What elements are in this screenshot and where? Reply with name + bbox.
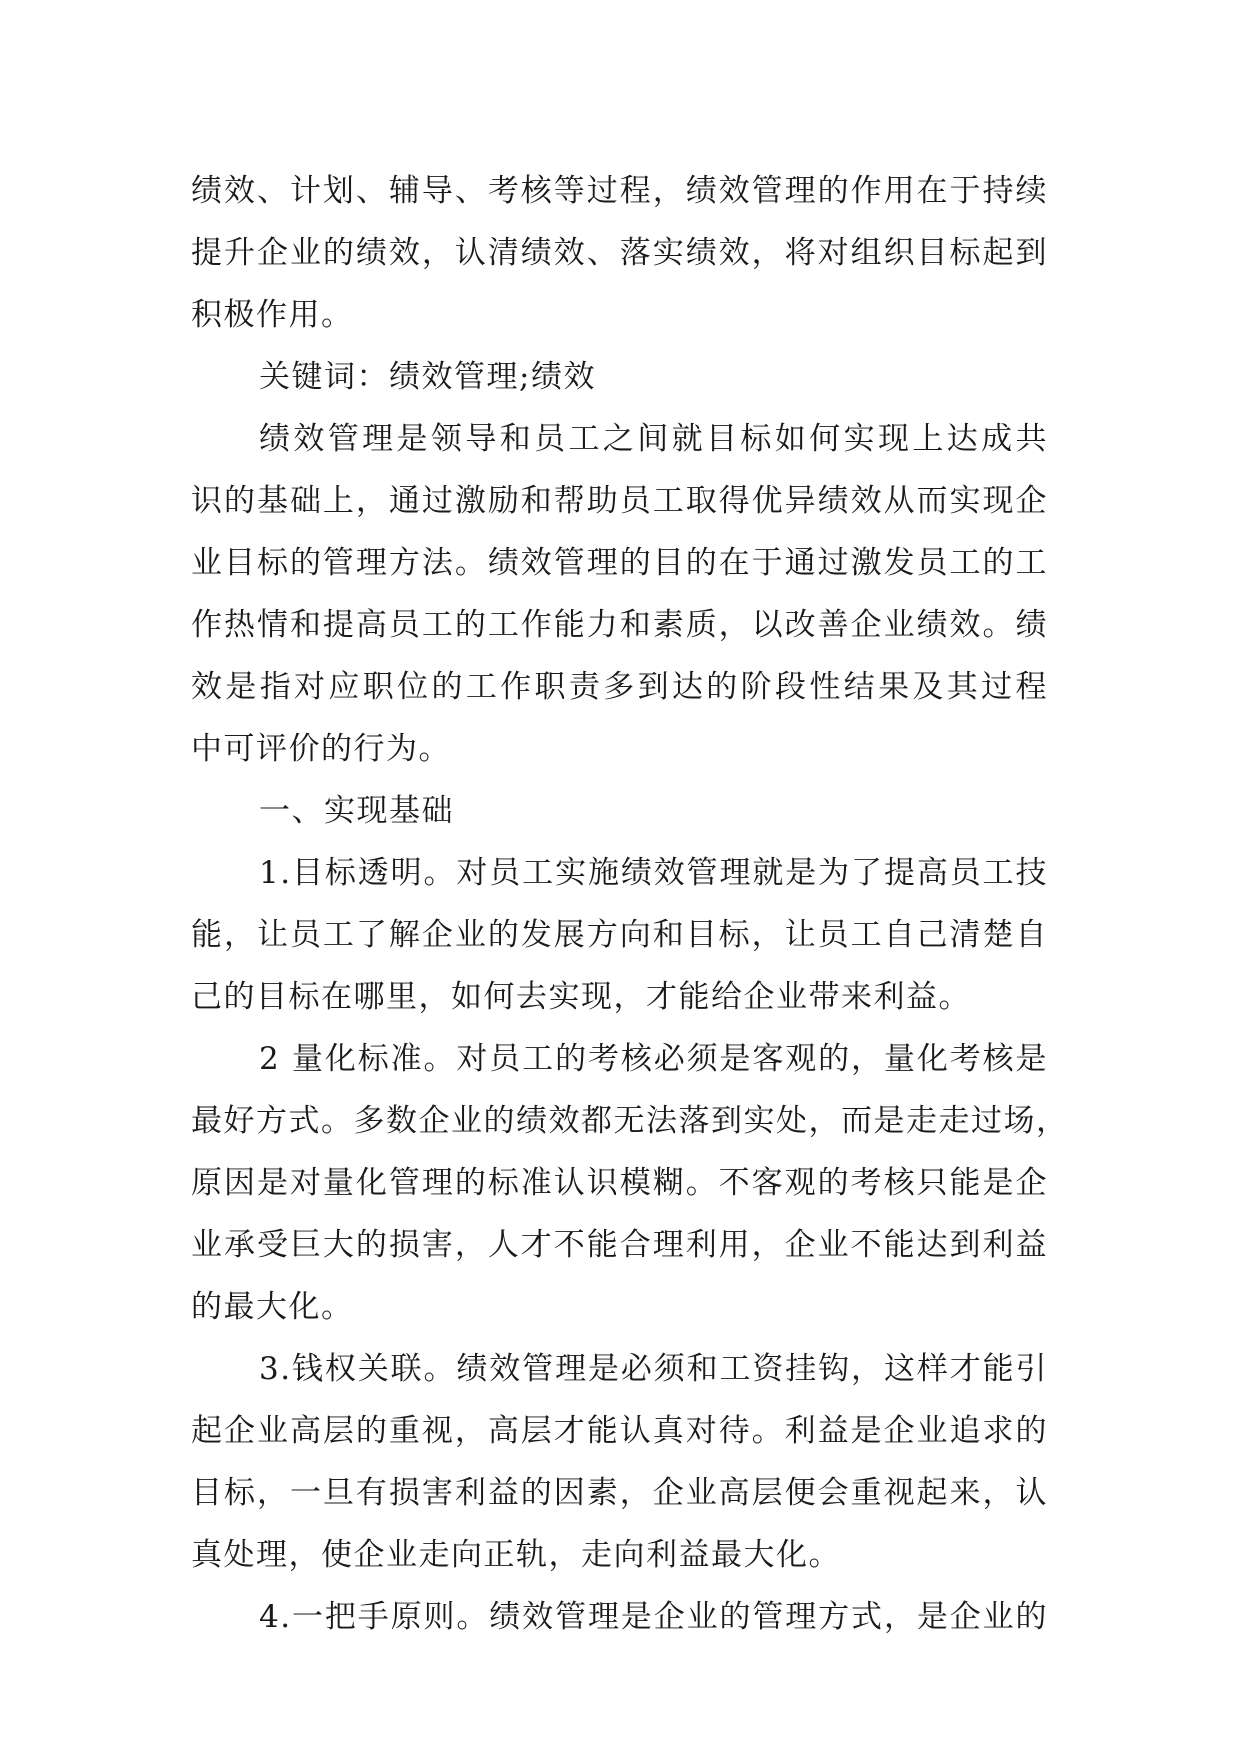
text-line: 能，让员工了解企业的发展方向和目标，让员工自己清楚自: [191, 917, 1048, 953]
text-line: 业承受巨大的损害，人才不能合理利用，企业不能达到利益: [191, 1227, 1048, 1263]
text-line: 1.目标透明。对员工实施绩效管理就是为了提高员工技: [259, 855, 1048, 891]
text-line: 最好方式。多数企业的绩效都无法落到实处，而是走走过场，: [191, 1103, 1069, 1139]
text-line: 业目标的管理方法。绩效管理的目的在于通过激发员工的工: [191, 545, 1048, 581]
text-line: 绩效管理是领导和员工之间就目标如何实现上达成共: [259, 421, 1048, 457]
keywords-line: 关键词：绩效管理;绩效: [259, 359, 596, 395]
text-line: 识的基础上，通过激励和帮助员工取得优异绩效从而实现企: [191, 483, 1048, 519]
text-line: 己的目标在哪里，如何去实现，才能给企业带来利益。: [191, 979, 971, 1015]
text-line: 积极作用。: [191, 297, 354, 333]
text-line: 的最大化。: [191, 1289, 354, 1325]
text-line: 真处理，使企业走向正轨，走向利益最大化。: [191, 1537, 841, 1573]
text-line: 目标，一旦有损害利益的因素，企业高层便会重视起来，认: [191, 1475, 1048, 1511]
text-line: 起企业高层的重视，高层才能认真对待。利益是企业追求的: [191, 1413, 1048, 1449]
text-line: 4.一把手原则。绩效管理是企业的管理方式，是企业的: [259, 1599, 1048, 1635]
section-heading: 一、实现基础: [259, 793, 454, 829]
text-line: 2 量化标准。对员工的考核必须是客观的，量化考核是: [259, 1041, 1048, 1077]
text-line: 3.钱权关联。绩效管理是必须和工资挂钩，这样才能引: [259, 1351, 1048, 1387]
text-line: 原因是对量化管理的标准认识模糊。不客观的考核只能是企: [191, 1165, 1048, 1201]
text-line: 效是指对应职位的工作职责多到达的阶段性结果及其过程: [191, 669, 1048, 705]
text-line: 提升企业的绩效，认清绩效、落实绩效，将对组织目标起到: [191, 235, 1048, 271]
text-line: 绩效、计划、辅导、考核等过程，绩效管理的作用在于持续: [191, 173, 1048, 209]
document-page: [191, 160, 1069, 1648]
text-line: 中可评价的行为。: [191, 731, 451, 767]
text-line: 作热情和提高员工的工作能力和素质，以改善企业绩效。绩: [191, 607, 1048, 643]
